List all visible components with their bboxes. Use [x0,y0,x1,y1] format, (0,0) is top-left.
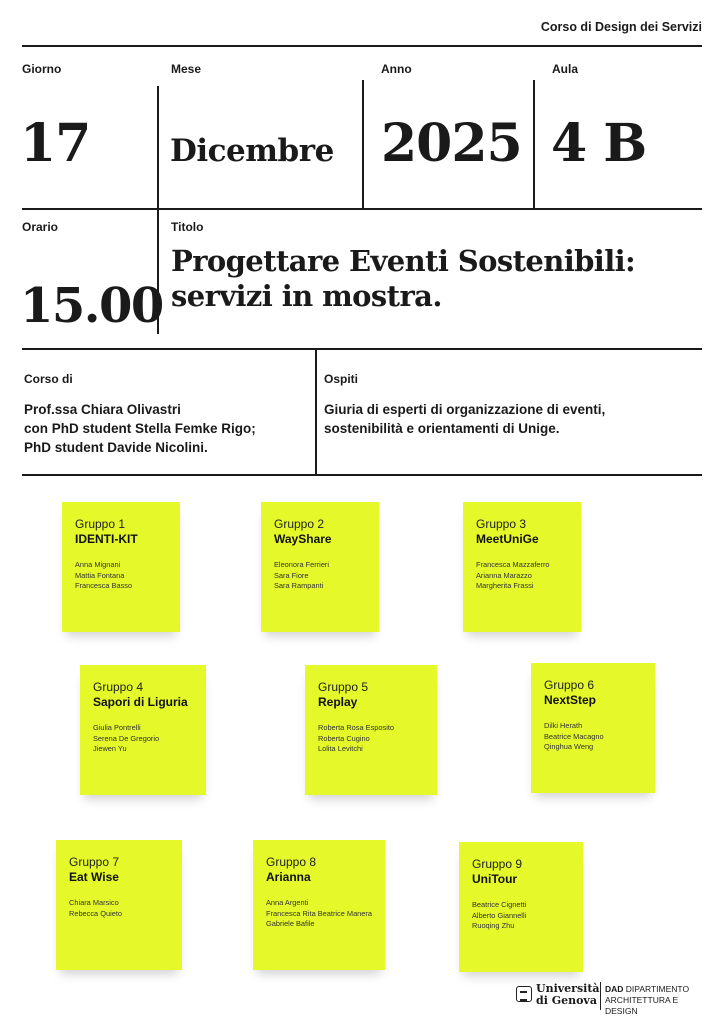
ospiti-line: Giuria di esperti di organizzazione di eventi, [324,402,606,417]
group-member: Anna Mignani [75,560,121,569]
group-number: Gruppo 4 [93,680,144,694]
group-member: Sara Fiore [274,570,309,580]
group-note-2 [261,502,379,632]
anno-value: 2025 [381,113,522,174]
orario-label: Orario [22,220,59,234]
department-name-line: ARCHITETTURA E DESIGN [605,995,679,1017]
title-highlight: Eventi Sostenibili: [348,244,636,278]
group-number: Gruppo 7 [69,855,120,869]
university-name-line: Università [536,982,600,995]
group-note-7 [56,840,182,970]
ospiti-line: sostenibilità e orientamenti di Unige. [324,420,560,436]
divider [315,350,317,475]
group-number: Gruppo 6 [544,678,595,692]
group-note-1 [62,502,180,632]
group-name: Arianna [266,870,311,884]
group-member: Giulia Pontrelli [93,723,141,732]
course-name: Corso di Design dei Servizi [540,20,702,34]
corso-line: Prof.ssa Chiara Olivastri [24,402,181,417]
group-note-3 [463,502,581,632]
divider [22,45,702,47]
group-member: Roberta Rosa Esposito [318,723,394,732]
group-note-9 [459,842,583,972]
group-member: Beatrice Cignetti [472,900,527,909]
group-member: Eleonora Ferrieri [274,560,330,569]
group-note-4 [80,665,206,795]
divider [533,80,535,208]
title-line-2: servizi in mostra. [171,278,442,313]
group-member: Rebecca Quieto [69,908,122,918]
giorno-value: 17 [20,113,91,174]
anno-label: Anno [381,62,412,76]
titolo-label: Titolo [171,220,204,234]
title-part: Progettare [171,244,349,278]
group-name: IDENTI-KIT [75,532,138,546]
group-number: Gruppo 8 [266,855,317,869]
giorno-label: Giorno [22,62,62,76]
group-name: Eat Wise [69,870,119,884]
group-name: MeetUniGe [476,532,539,546]
divider [22,474,702,476]
group-name: WayShare [274,532,332,546]
group-number: Gruppo 9 [472,857,523,871]
university-name-line: di Genova [536,993,597,1007]
divider [362,80,364,208]
group-note-8 [253,840,385,970]
group-name: Replay [318,695,358,709]
group-member: Beatrice Macagno [544,731,604,741]
group-member: Arianna Marazzo [476,570,532,580]
group-name: NextStep [544,693,597,707]
group-member: Qinghua Weng [544,742,594,752]
group-member: Anna Argenti [266,898,309,907]
corso-label: Corso di [24,372,73,386]
group-member: Serena De Gregorio [93,733,160,743]
event-title [171,244,635,314]
corso-info [24,401,256,458]
group-name: UniTour [472,872,518,886]
group-member: Gabriele Bafile [266,919,315,929]
group-member: Roberta Cugino [318,733,370,743]
logo-separator [600,982,601,1010]
university-logo [536,983,600,1006]
aula-value: 4 B [551,113,647,174]
group-member: Jiewen Yu [93,744,127,754]
ospiti-label: Ospiti [324,372,359,386]
group-note-5 [305,665,437,795]
group-member: Francesca Rita Beatrice Manera [266,908,372,918]
group-name: Sapori di Liguria [93,695,188,709]
group-member: Margherita Frassi [476,581,534,591]
footer-logos [516,982,706,1017]
group-member: Lolita Levitchi [318,744,363,754]
group-member: Francesca Mazzaferro [476,560,550,569]
divider [22,348,702,350]
group-number: Gruppo 2 [274,517,325,531]
group-member: Chiara Marsico [69,898,119,907]
corso-line: con PhD student Stella Femke Rigo; [24,420,256,436]
orario-value: 15.00 [20,278,163,334]
corso-line: PhD student Davide Nicolini. [24,439,208,455]
aula-label: Aula [552,62,579,76]
ospiti-info [324,401,605,439]
group-number: Gruppo 5 [318,680,369,694]
group-note-6 [531,663,655,793]
group-member: Mattia Fontana [75,570,125,580]
department-logo [605,984,706,1017]
group-member: Ruoqing Zhu [472,921,515,931]
department-name-line: DIPARTIMENTO [625,984,690,994]
group-member: Francesca Basso [75,581,133,591]
group-member: Dilki Herath [544,721,583,730]
divider [157,86,159,208]
group-member: Alberto Giannelli [472,910,527,920]
group-member: Sara Rampanti [274,581,324,591]
divider [22,208,702,210]
department-acronym: DAD [605,984,624,994]
group-number: Gruppo 1 [75,517,126,531]
university-seal-icon [516,986,532,1002]
mese-label: Mese [171,62,202,76]
group-number: Gruppo 3 [476,517,527,531]
mese-value: Dicembre [170,133,334,169]
